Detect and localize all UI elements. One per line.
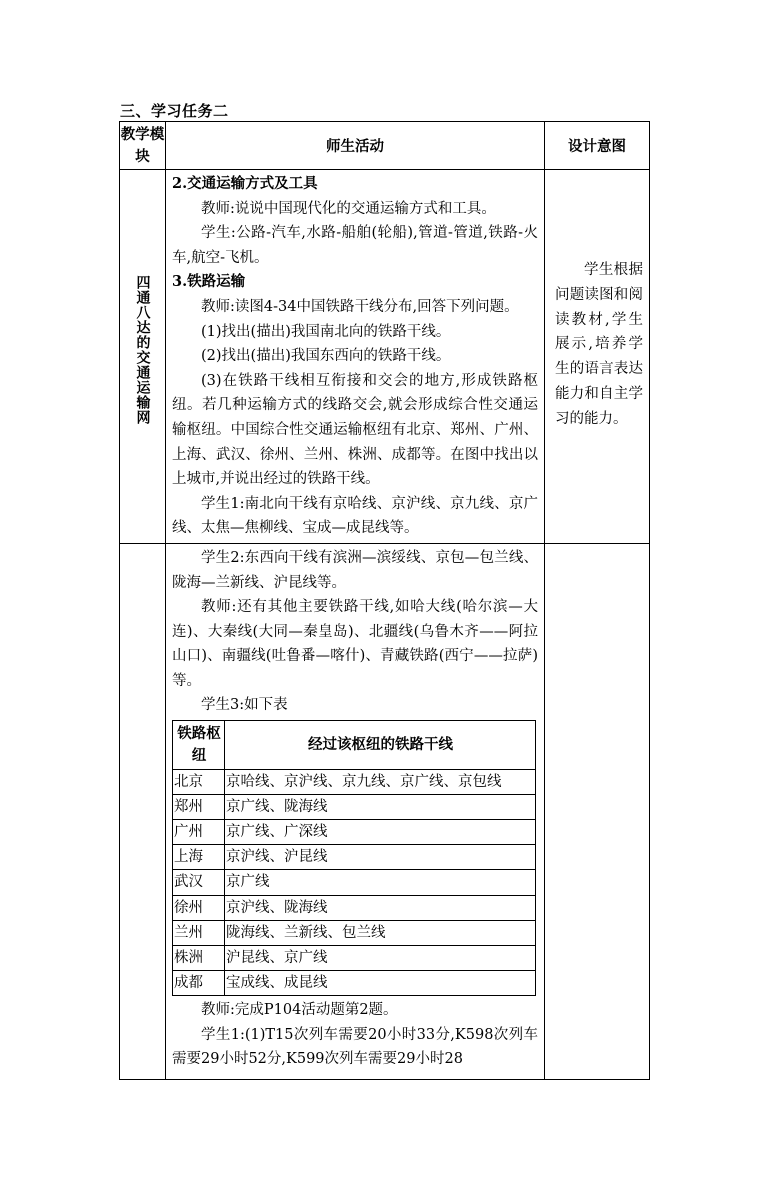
hub-row: [173, 770, 536, 795]
hub-lines-cell: 京哈线、京沪线、京九线、京广线、京包线: [225, 770, 536, 795]
hub-row: [173, 920, 536, 945]
activity-heading: 3.铁路运输: [172, 273, 246, 291]
hub-lines-cell: 京沪线、陇海线: [225, 895, 536, 920]
hub-name-cell: 兰州: [173, 920, 225, 945]
intent-cell: [545, 170, 650, 544]
hub-lines-cell: 陇海线、兰新线、包兰线: [225, 920, 536, 945]
hub-name-cell: 上海: [173, 845, 225, 870]
activity-paragraph: 学生2:东西向干线有滨洲—滨绥线、京包—包兰线、陇海—兰新线、沪昆线等。: [172, 549, 538, 591]
intent-text: 学生根据问题读图和阅读教材,学生展示,培养学生的语言表达能力和自主学习的能力。: [555, 262, 643, 427]
activity-paragraph: 教师:完成P104活动题第2题。: [201, 1001, 398, 1018]
activity-paragraph: (3)在铁路干线相互衔接和交会的地方,形成铁路枢纽。若几种运输方式的线路交会,就会形成综合性交通运输枢纽。中国综合性交通运输枢纽有北京、郑州、广州、上海、武汉、徐州、兰州、株洲、成都等。在图中找出以上城市,并说出经过的铁路干线。: [172, 372, 538, 488]
hub-row: [173, 945, 536, 970]
hub-name-cell: 成都: [173, 970, 225, 995]
lesson-table: [119, 121, 650, 1080]
hub-lines-cell: 京沪线、沪昆线: [225, 845, 536, 870]
hub-lines-cell: 京广线、陇海线: [225, 795, 536, 820]
activity-paragraph: 教师:读图4-34中国铁路干线分布,回答下列问题。: [201, 298, 519, 315]
hub-lines-cell: 宝成线、成昆线: [225, 970, 536, 995]
activity-paragraph: (2)找出(描出)我国东西向的铁路干线。: [201, 348, 451, 365]
module-cell: [120, 543, 166, 1079]
table-row: [120, 170, 650, 544]
hub-header-lines: 经过该枢纽的铁路干线: [225, 721, 536, 770]
hub-row: [173, 970, 536, 995]
hub-lines-cell: 京广线、广深线: [225, 820, 536, 845]
module-cell: [120, 170, 166, 544]
activity-cell: [166, 543, 545, 1079]
header-intent: 设计意图: [545, 122, 650, 170]
hub-name-cell: 郑州: [173, 795, 225, 820]
hub-name-cell: 广州: [173, 820, 225, 845]
hub-table: [172, 720, 536, 996]
hub-row: [173, 845, 536, 870]
hub-name-cell: 徐州: [173, 895, 225, 920]
hub-table-header: [173, 721, 536, 770]
hub-name-cell: 株洲: [173, 945, 225, 970]
hub-name-cell: 北京: [173, 770, 225, 795]
hub-lines-cell: 沪昆线、京广线: [225, 945, 536, 970]
header-module: 教学模块: [120, 122, 166, 170]
hub-row: [173, 870, 536, 895]
hub-header-hub: 铁路枢纽: [173, 721, 225, 770]
header-activity: 师生活动: [166, 122, 545, 170]
activity-heading: 2.交通运输方式及工具: [172, 175, 318, 192]
activity-paragraph: 教师:还有其他主要铁路干线,如哈大线(哈尔滨—大连)、大秦线(大同—秦皇岛)、北疆线(乌鲁木齐——阿拉山口)、南疆线(吐鲁番—喀什)、青藏铁路(西宁——拉萨)等。: [172, 599, 538, 689]
activity-paragraph: 学生3:如下表: [201, 697, 288, 714]
hub-row: [173, 795, 536, 820]
activity-paragraph: (1)找出(描出)我国南北向的铁路干线。: [201, 323, 451, 340]
section-title: 三、学习任务二: [120, 102, 229, 120]
table-row: [120, 543, 650, 1079]
activity-paragraph: 教师:说说中国现代化的交通运输方式和工具。: [201, 200, 496, 217]
activity-paragraph: 学生:公路-汽车,水路-船舶(轮船),管道-管道,铁路-火车,航空-飞机。: [172, 225, 538, 266]
hub-row: [173, 820, 536, 845]
activity-cell: [166, 170, 545, 544]
hub-name-cell: 武汉: [173, 870, 225, 895]
activity-paragraph: 学生1:南北向干线有京哈线、京沪线、京九线、京广线、太焦—焦柳线、宝成—成昆线等。: [172, 495, 538, 537]
module-name: 四通八达的交通运输网: [134, 275, 151, 425]
hub-row: [173, 895, 536, 920]
intent-cell: [545, 543, 650, 1079]
hub-lines-cell: 京广线: [225, 870, 536, 895]
activity-paragraph: 学生1:(1)T15次列车需要20小时33分,K598次列车需要29小时52分,K599次列车需要29小时28: [172, 1026, 538, 1068]
table-header-row: [120, 122, 650, 170]
